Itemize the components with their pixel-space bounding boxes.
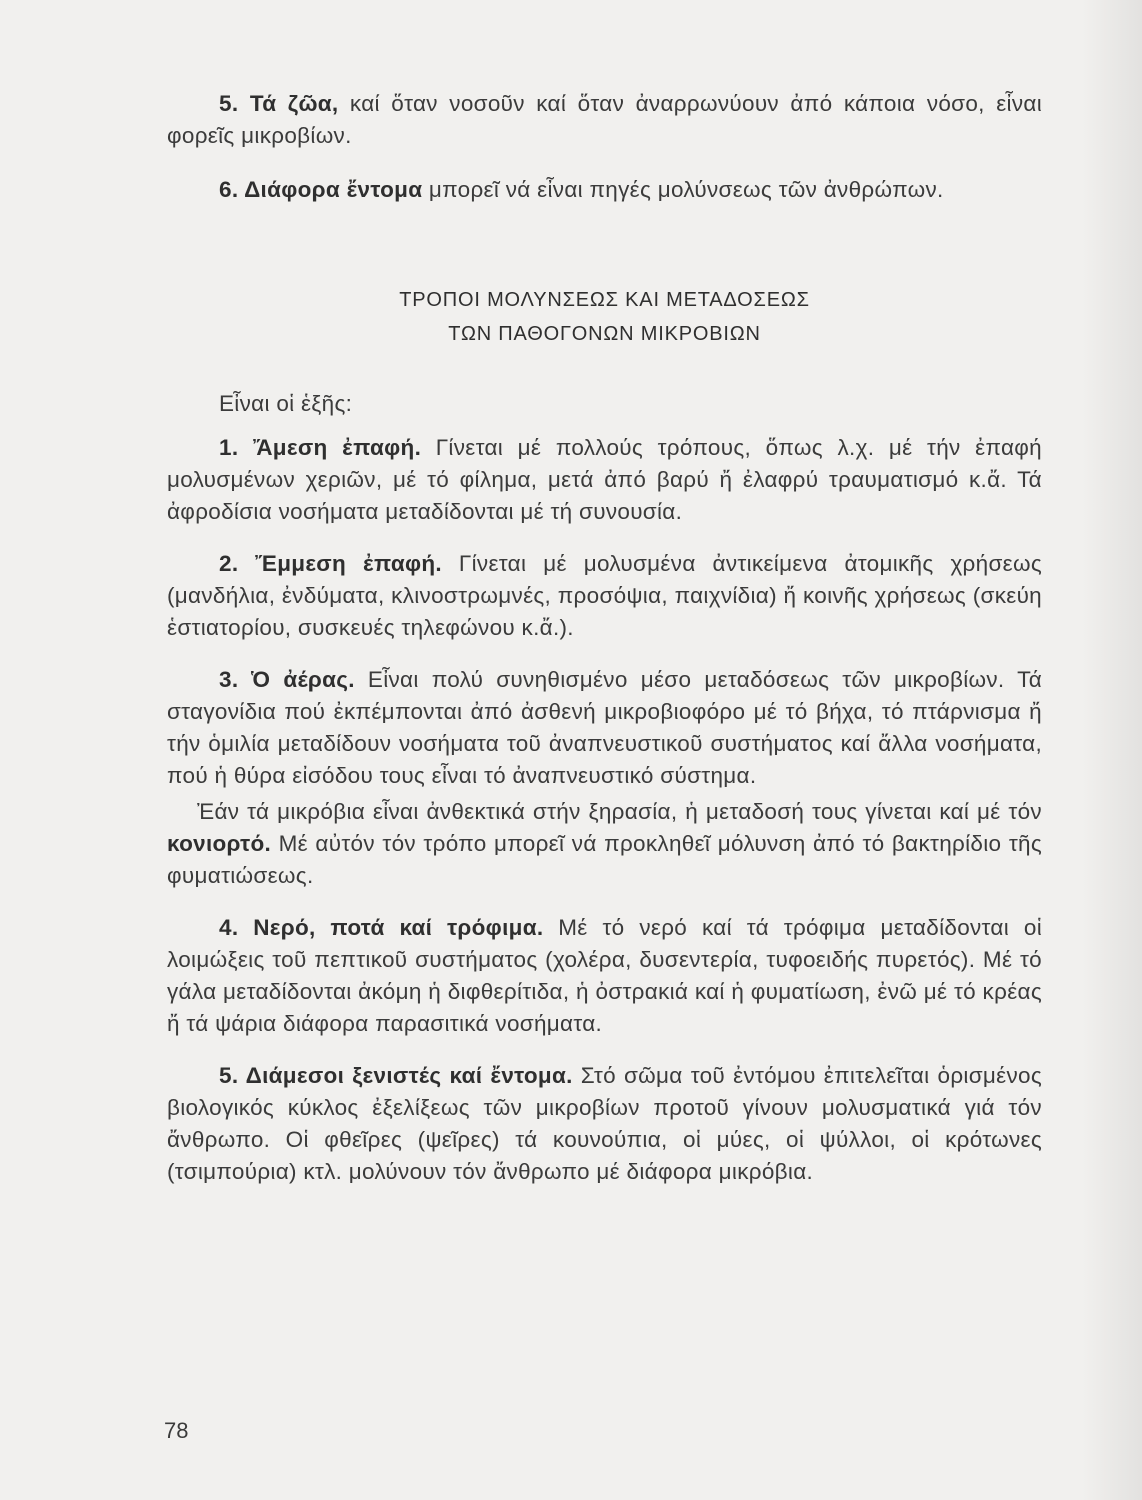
dust-text-pre: Ἐάν τά μικρόβια εἶναι ἀνθεκτικά στήν ξηρασία, ἡ μεταδοσή τους γίνεται καί μέ τόν [197, 799, 1042, 824]
air-label: 3. Ὁ ἀέρας. [219, 667, 355, 692]
section-heading [167, 283, 1042, 351]
intro-line: Εἶναι οἱ ἑξῆς: [219, 391, 353, 416]
paragraph-item-6 [167, 174, 1042, 206]
intro-block [167, 88, 1042, 206]
heading-line-1: ΤΡΟΠΟΙ ΜΟΛΥΝΣΕΩΣ ΚΑΙ ΜΕΤΑΔΟΣΕΩΣ [399, 289, 810, 311]
paragraph-dust [167, 796, 1042, 892]
heading-line-2: ΤΩΝ ΠΑΘΟΓΟΝΩΝ ΜΙΚΡΟΒΙΩΝ [448, 323, 761, 345]
water-food-text: Μέ τό νερό καί τά τρόφιμα μεταδίδονται οἱ λοιμώξεις τοῦ πεπτικοῦ συστήματος (χολέρα, δυσεντερία, τυφοειδής πυρετός). Μέ τό γάλα μεταδίδονται ἀκόμη ἡ διφθερίτιδα, ἡ ὀστρακιά καί ἡ φυματίωση, ἐνῶ μέ τό κρέας ἤ τά ψάρια διάφορα παρασιτικά νοσήματα. [167, 915, 1042, 1036]
page-edge-shadow [1082, 0, 1142, 1500]
vectors-label: 5. Διάμεσοι ξενιστές καί ἔντομα. [219, 1063, 573, 1088]
dust-bold: κονιορτό. [167, 831, 272, 856]
direct-contact-label: 1. Ἄμεση ἐπαφή. [219, 435, 422, 460]
item-5-label: 5. Τά ζῶα, [219, 91, 339, 116]
air-text: Εἶναι πολύ συνηθισμένο μέσο μεταδόσεως τῶν μικροβίων. Τά σταγονίδια πού ἐκπέμπονται ἀπό ἀσθενή μικροβιοφόρο μέ τό βήχα, τό πτάρνισμα ἤ τήν ὁμιλία μεταδίδουν νοσήματα τοῦ ἀναπνευστικοῦ συστήματος καί ἄλλα νοσήματα, πού ἡ θύρα εἰσόδου τους εἶναι τό ἀναπνευστικό σύστημα. [167, 667, 1043, 788]
dust-text-post: Μέ αὐτόν τόν τρόπο μπορεῖ νά προκληθεῖ μόλυνση ἀπό τό βακτηρίδιο τῆς φυματιώσεως. [167, 831, 1042, 888]
indirect-contact-text: Γίνεται μέ μολυσμένα ἀντικείμενα ἀτομικῆς χρήσεως (μανδήλια, ἐνδύματα, κλινοστρωμνές, προσόψια, παιχνίδια) ἤ κοινῆς χρήσεως (σκεύη ἑστιατορίου, συσκευές τηλεφώνου κ.ἄ.). [167, 551, 1042, 640]
vectors-text: Στό σῶμα τοῦ ἐντόμου ἐπιτελεῖται ὁρισμένος βιολογικός κύκλος ἐξελίξεως τῶν μικροβίων προτοῦ γίνουν μολυσματικά γιά τόν ἄνθρωπο. Οἱ φθεῖρες (ψεῖρες) τά κουνούπια, οἱ μύες, οἱ ψύλλοι, οἱ κρότωνες (τσιμπούρια) κτλ. μολύνουν τόν ἄνθρωπο μέ διάφορα μικρόβια. [167, 1063, 1042, 1184]
indirect-contact-label: 2. Ἔμμεση ἐπαφή. [219, 551, 442, 576]
paragraph-vectors [167, 1060, 1042, 1188]
paragraph-air [167, 664, 1042, 792]
paragraph-water-food [167, 912, 1042, 1040]
paragraph-item-5 [167, 88, 1042, 152]
main-text [167, 388, 1042, 1188]
item-6-label: 6. Διάφορα ἔντομα [219, 177, 423, 202]
page-number: 78 [164, 1418, 189, 1443]
water-food-label: 4. Νερό, ποτά καί τρόφιμα. [219, 915, 544, 940]
item-6-text: μπορεῖ νά εἶναι πηγές μολύνσεως τῶν ἀνθρώπων. [422, 177, 944, 202]
direct-contact-text: Γίνεται μέ πολλούς τρόπους, ὅπως λ.χ. μέ τήν ἐπαφή μολυσμένων χεριῶν, μέ τό φίλημα, μετά ἀπό βαρύ ἤ ἐλαφρύ τραυματισμό κ.ἄ. Τά ἀφροδίσια νοσήματα μεταδίδονται μέ τή συνουσία. [167, 435, 1042, 524]
paragraph-direct-contact [167, 432, 1042, 528]
paragraph-indirect-contact [167, 548, 1042, 644]
item-5-text: καί ὅταν νοσοῦν καί ὅταν ἀναρρωνύουν ἀπό κάποια νόσο, εἶναι φορεῖς μικροβίων. [167, 91, 1042, 148]
